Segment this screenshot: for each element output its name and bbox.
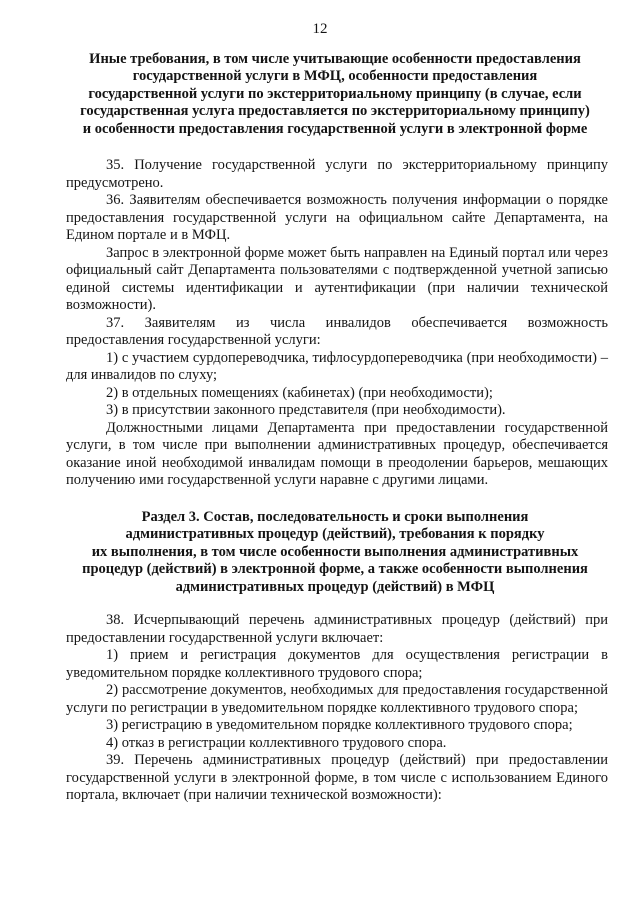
heading-line: государственная услуга предоставляется по экстерриториальному принципу) <box>80 103 590 120</box>
list-item-separate-rooms: 2) в отдельных помещениях (кабинетах) (при необходимости); <box>106 384 493 401</box>
page-number: 12 <box>312 21 328 37</box>
paragraph-38: 38. Исчерпывающий перечень административных процедур (действий) при предоставлении государственной услуги включает: <box>66 612 608 646</box>
heading-line: процедур (действий) в электронной форме, а также особенности выполнения <box>82 561 588 578</box>
list-item-sign-interpreter: 1) с участием сурдопереводчика, тифлосурдопереводчика (при необходимости) – для инвалидов по слуху; <box>66 349 608 383</box>
section-heading-part-3 <box>60 509 610 596</box>
paragraph-37: 37. Заявителям из числа инвалидов обеспечивается возможность предоставления государственной услуги: <box>66 314 608 348</box>
heading-line: государственной услуги в МФЦ, особенности предоставления <box>132 68 538 85</box>
heading-line: административных процедур (действий), требования к порядку <box>125 526 545 543</box>
paragraph-35: 35. Получение государственной услуги по экстерриториальному принципу предусмотрено. <box>66 157 608 191</box>
paragraph-39: 39. Перечень административных процедур (действий) при предоставлении государственной услуги в электронной форме, в том числе с использованием Единого портала, включает (при наличии технической возможности): <box>66 752 608 803</box>
body-text-block-2 <box>66 612 608 805</box>
heading-line: их выполнения, в том числе особенности выполнения административных <box>91 543 579 560</box>
list-item-document-review: 2) рассмотрение документов, необходимых для предоставления государственной услуги по регистрации в уведомительном порядке коллективного трудового спора; <box>66 682 608 716</box>
paragraph-officials-assistance: Должностными лицами Департамента при предоставлении государственной услуги, в том числе при выполнении административных процедур, обеспечивается оказание иной необходимой инвалидам помощи в преодолении барьеров, мешающих получению ими государственной услуги наравне с другими лицами. <box>66 419 608 488</box>
heading-line: Раздел 3. Состав, последовательность и сроки выполнения <box>141 509 529 525</box>
heading-line: и особенности предоставления государственной услуги в электронной форме <box>82 120 588 137</box>
section-heading-other-requirements <box>60 51 610 138</box>
heading-line: государственной услуги по экстерриториальному принципу (в случае, если <box>88 85 582 102</box>
list-item-registration: 3) регистрацию в уведомительном порядке коллективного трудового спора; <box>106 717 573 733</box>
list-item-legal-representative: 3) в присутствии законного представителя (при необходимости). <box>106 402 506 418</box>
heading-line: административных процедур (действий) в МФЦ <box>175 578 495 595</box>
paragraph-36: 36. Заявителям обеспечивается возможность получения информации о порядке предоставления государственной услуги на официальном сайте Департамента, на Едином портале и в МФЦ. <box>66 192 608 243</box>
heading-line: Иные требования, в том числе учитывающие особенности предоставления <box>89 51 581 67</box>
body-text-block-1 <box>66 157 608 490</box>
list-item-reception-registration: 1) прием и регистрация документов для осуществления регистрации в уведомительном порядке коллективного трудового спора; <box>66 647 608 681</box>
paragraph-electronic-request: Запрос в электронной форме может быть направлен на Единый портал или через официальный сайт Департамента пользователями с подтвержденной учетной записью единой системы идентификации и аутентификации (при наличии технической возможности). <box>66 244 608 313</box>
list-item-refusal: 4) отказ в регистрации коллективного трудового спора. <box>106 734 447 751</box>
